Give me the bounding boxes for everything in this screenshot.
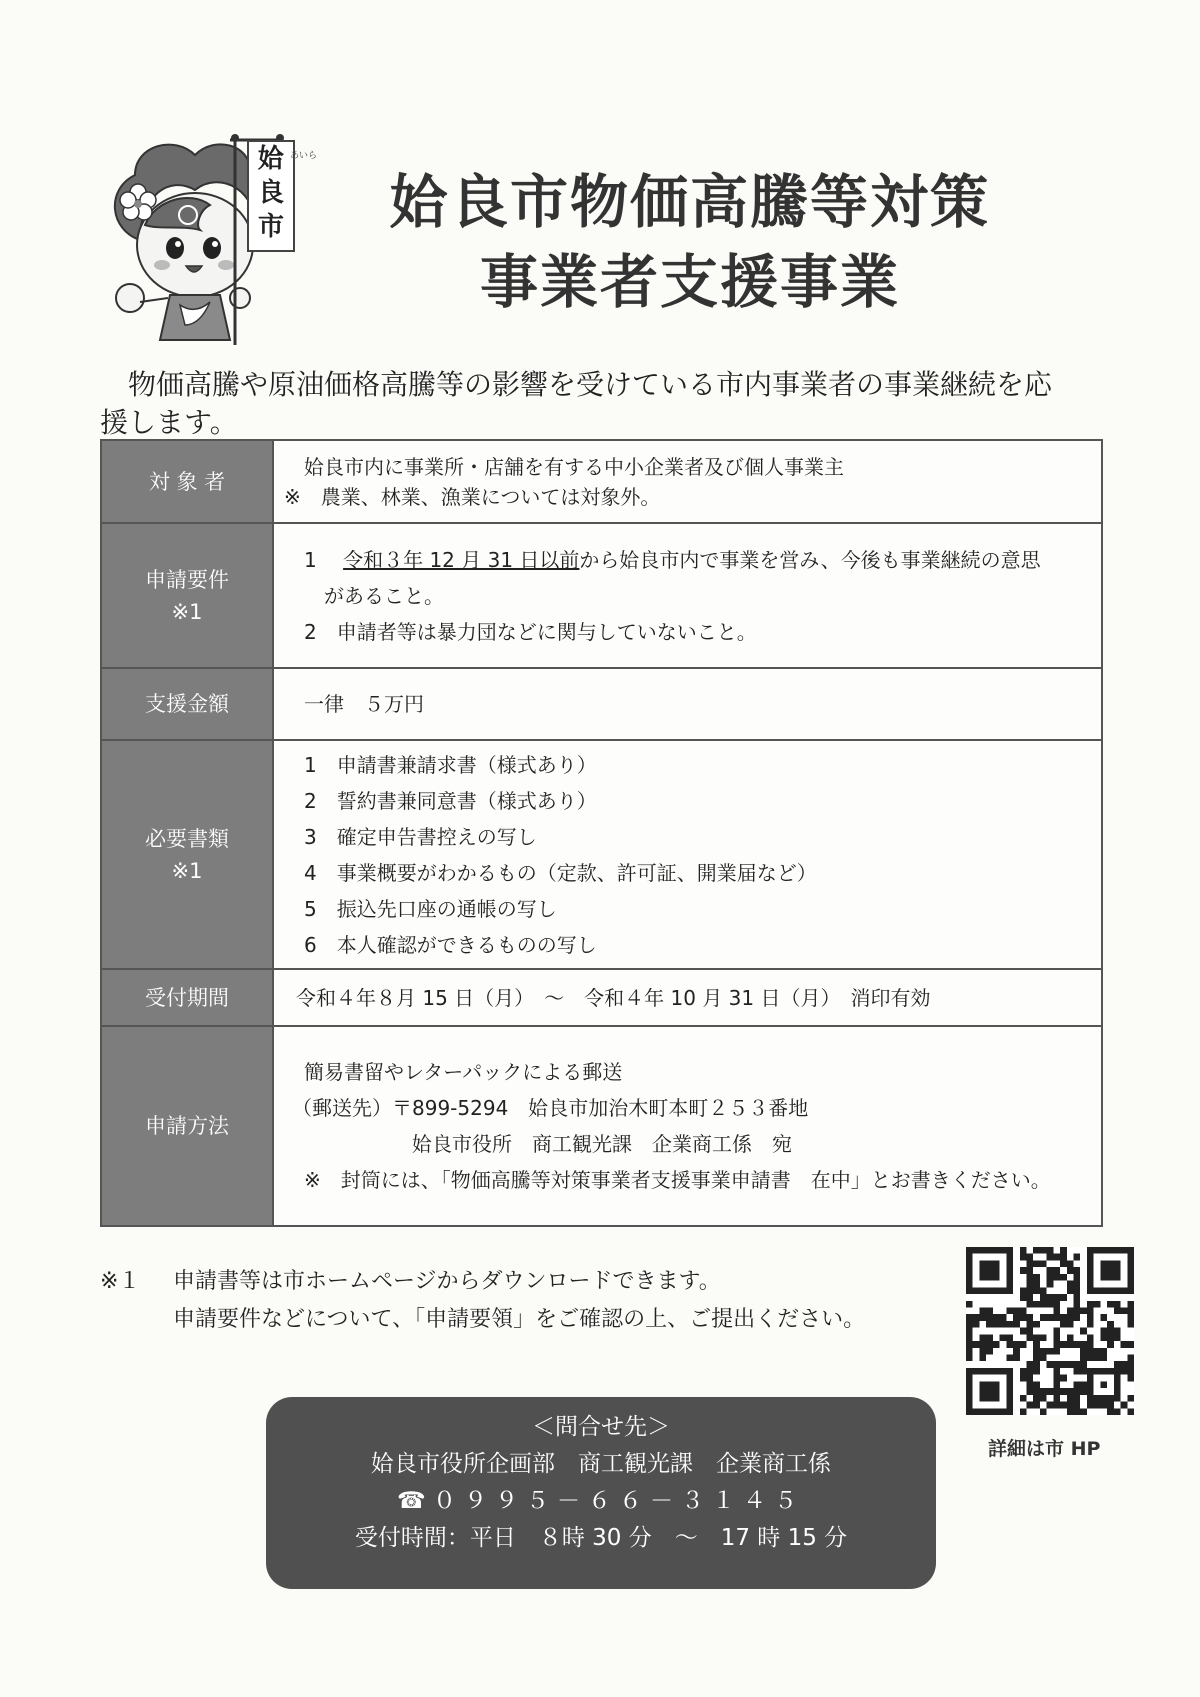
contact-hours: 受付時間：平日 ８時 30 分 ～ 17 時 15 分 [354,1525,848,1551]
content-requirements [273,523,1102,668]
contact-box [266,1397,936,1589]
banner-char-3: 市 [257,212,284,242]
label-requirements [101,523,273,668]
footnote-mark: ※１ [100,1269,141,1294]
qr-code-icon[interactable] [966,1247,1134,1415]
title-line-2: 事業者支援事業 [479,248,900,316]
banner-char-1: 姶 [257,144,284,174]
amount-value: 一律 ５万円 [304,692,424,716]
label-amount-text: 支援金額 [145,692,229,716]
method-line-2: （郵送先）〒899-5294 姶良市加治木町本町２５３番地 [292,1096,809,1120]
footnote-line-1: 申請書等は市ホームページからダウンロードできます。 [173,1269,721,1294]
requirement-1-date: 令和３年 12 月 31 日以前 [343,547,580,572]
document-item: 3 確定申告書控えの写し [304,824,537,849]
content-amount [273,668,1102,740]
row-amount [101,668,1102,740]
label-target [101,440,273,523]
requirement-1-continued: があること。 [324,583,444,608]
label-method-text: 申請方法 [145,1114,229,1138]
target-line-1: 姶良市内に事業所・店舗を有する中小企業者及び個人事業主 [304,454,844,479]
label-amount [101,668,273,740]
phone-icon: ☎ [397,1488,426,1514]
period-value: 令和４年８月 15 日（月） ～ 令和４年 10 月 31 日（月） 消印有効 [296,985,931,1010]
label-period-text: 受付期間 [145,985,229,1010]
label-period [101,969,273,1026]
label-documents-text: 必要書類 [145,826,229,851]
document-item: 2 誓約書兼同意書（様式あり） [304,788,597,813]
document-item: 6 本人確認ができるものの写し [304,932,597,957]
requirement-2: 2 申請者等は暴力団などに関与していないこと。 [304,619,757,644]
label-documents [101,740,273,969]
content-documents [273,740,1102,969]
label-requirements-text: 申請要件 [145,567,229,592]
qr-caption: 詳細は市 HP [988,1438,1101,1460]
footnote-line-2: 申請要件などについて、「申請要領」をご確認の上、ご提出ください。 [173,1307,866,1332]
contact-phone [266,1483,936,1520]
phone-number: ０９９５－６６－３１４５ [432,1488,805,1514]
intro-line-2: 援します。 [100,406,238,439]
target-line-2: ※ 農業、林業、漁業については対象外。 [284,484,661,509]
row-requirements [101,523,1102,668]
row-target [101,440,1102,523]
content-target [273,440,1102,523]
footnote [100,1263,960,1339]
requirement-1 [304,542,1087,578]
requirement-1-rest: から姶良市内で事業を営み、今後も事業継続の意思 [579,547,1041,572]
document-item: 1 申請書兼請求書（様式あり） [304,752,597,777]
intro-line-1: 物価高騰や原油価格高騰等の影響を受けている市内事業者の事業継続を応 [100,368,1053,401]
document-item: 4 事業概要がわかるもの（定款、許可証、開業届など） [304,860,817,885]
contact-department: 姶良市役所企画部 商工観光課 企業商工係 [371,1451,831,1477]
row-documents [101,740,1102,969]
label-requirements-note: ※1 [171,599,203,624]
page-title [310,162,1070,322]
method-line-3: 姶良市役所 商工観光課 企業商工係 宛 [412,1132,792,1156]
title-line-1: 姶良市物価高騰等対策 [389,168,990,236]
label-target-text: 対 象 者 [148,469,226,494]
intro-text [100,366,1100,442]
requirement-1-number: 1 [304,547,317,572]
method-line-1: 簡易書留やレターパックによる郵送 [304,1060,623,1084]
row-period [101,969,1102,1026]
banner-furigana: あいら [290,151,318,161]
banner-char-2: 良 [257,178,284,208]
content-period [273,969,1102,1026]
info-table [100,439,1103,1227]
label-method [101,1026,273,1226]
document-item: 5 振込先口座の通帳の写し [304,896,557,921]
content-method [273,1026,1102,1226]
row-method [101,1026,1102,1226]
city-banner [247,140,295,252]
contact-heading: ＜問合せ先＞ [532,1414,670,1440]
method-line-4: ※ 封筒には、「物価高騰等対策事業者支援事業申請書 在中」とお書きください。 [304,1168,1051,1192]
label-documents-note: ※1 [171,858,203,883]
